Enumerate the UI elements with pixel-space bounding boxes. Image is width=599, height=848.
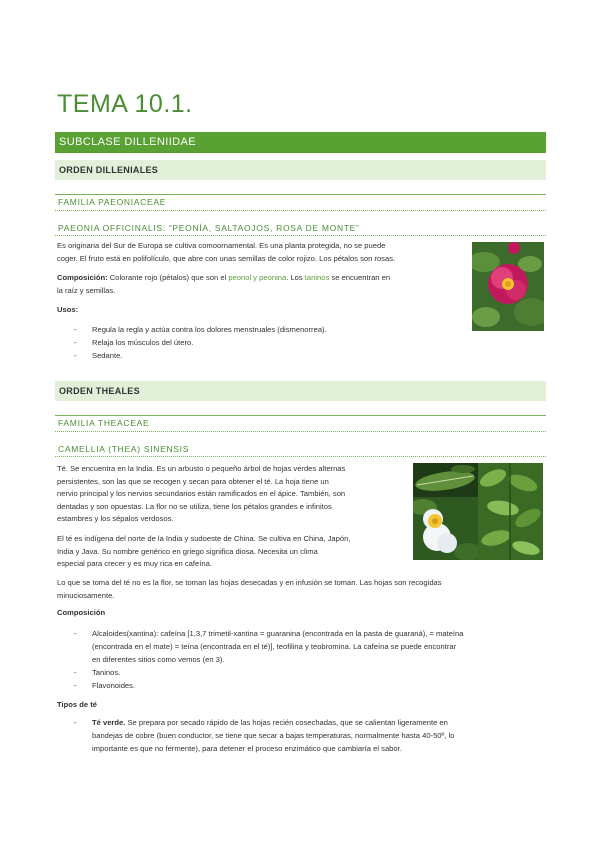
list-item	[74, 716, 546, 755]
family-heading-paeoniaceae: FAMILIA PAEONIACEAE	[58, 197, 167, 207]
green-tea-label: Té verde.	[92, 718, 126, 727]
tea-leaf-image	[413, 463, 478, 497]
text-line: estambres y los sépalos verdosos.	[57, 514, 174, 523]
text-line: India y Java. Su nombre genérico en griego significa diosa. Necesita un clima	[57, 546, 318, 556]
text-line: Lo que se toma del té no es la flor, se toman las hojas desecadas y en infusión se toman. Las hojas son recogidas	[57, 578, 442, 587]
camellia-origin	[57, 533, 407, 571]
paeonia-description	[57, 240, 467, 265]
text-line: - Alcaloides(xantina): cafeína [1,3,7 trimetil-xantina = guaranina (encontrada en la pasta de guaraná), = mateína	[92, 629, 464, 638]
text-line: bandejas de cobre (buen conductor, se tiene que secar a bajas temperaturas, normalmente hasta 40-50º, lo	[92, 731, 455, 740]
species-heading-camellia: CAMELLIA (THEA) SINENSIS	[58, 444, 190, 454]
list-item: - Regula la regla y actúa contra los dolores menstruales (dismenorrea).	[74, 323, 327, 336]
uses-label: Usos:	[57, 305, 79, 314]
text-line: minuciosamente.	[57, 590, 115, 600]
species-rule	[55, 235, 546, 236]
page-title: TEMA 10.1.	[57, 90, 193, 118]
family-top-rule	[55, 415, 546, 416]
family-bottom-rule	[55, 431, 546, 432]
composition-text: Colorante rojo (pétalos) que son el	[107, 273, 229, 282]
tea-leaf-photo	[413, 463, 478, 497]
text-line: en diferentes sitios como vemos (en 3).	[92, 655, 225, 664]
text-line: especial para crecer y es muy rica en cafeína.	[57, 559, 212, 568]
family-heading-theaceae: FAMILIA THEACEAE	[58, 418, 150, 428]
composition-line: la raíz y semillas.	[57, 285, 116, 295]
order-heading-theales: ORDEN THEALES	[55, 381, 546, 401]
peony-image	[472, 242, 544, 331]
list-item: - Taninos.	[74, 666, 546, 679]
text-line: Té. Se encuentra en la India. Es un arbusto o pequeño árbol de hojas verdes alternas	[57, 464, 346, 473]
text-line: Se prepara por secado rápido de las hojas recién cosechadas, que se calientan ligeramente en	[125, 718, 448, 727]
order-heading-dilleniales: ORDEN DILLENIALES	[55, 160, 546, 180]
tea-flower-image	[413, 497, 478, 560]
list-item	[74, 627, 546, 666]
subclass-heading: SUBCLASE DILLENIIDAE	[55, 132, 546, 153]
camellia-description	[57, 463, 407, 526]
family-top-rule	[55, 194, 546, 195]
tea-types-label: Tipos de té	[57, 700, 97, 709]
taninos-link: taninos	[304, 273, 330, 282]
composition-list	[74, 627, 546, 692]
species-rule	[55, 456, 546, 457]
paeonia-desc-line: coger. El fruto está en polifolículo, que abre con unas semillas de color rojizo. Los pétalos son rosas.	[57, 253, 396, 263]
list-item: - Sedante.	[74, 349, 327, 362]
tea-types-list	[74, 716, 546, 755]
text-line: dentadas y son opuestas. La flor no se utiliza, tiene los pétalos grandes e infinitos	[57, 501, 332, 511]
composition-text: se encuentran en	[329, 273, 391, 282]
text-line: nervio principal y los nervios secundarios están ramificados en el ápice. También, son	[57, 489, 346, 498]
composition-label: Composición:	[57, 273, 108, 282]
tea-plant-image	[478, 463, 543, 560]
species-heading-paeonia: PAEONIA OFFICINALIS: “PEONÍA, SALTAOJOS, ROSA DE MONTE”	[58, 223, 360, 233]
family-bottom-rule	[55, 210, 546, 211]
paeonia-composition	[57, 272, 467, 297]
camellia-usage	[57, 577, 547, 602]
text-line: (encontrada en el mate) = teína (encontrada en el té)], teofilina y teobromina. La cafeína se puede encontrar	[92, 642, 457, 651]
list-item: - Relaja los músculos del útero.	[74, 336, 327, 349]
camellia-composition-label: Composición	[57, 608, 106, 617]
tea-plant-photo	[478, 463, 543, 560]
tea-flower-photo	[413, 497, 478, 560]
peonol-link: peonol y peonina	[228, 273, 287, 282]
text-line: importante es que no fermente), para detener el proceso enzimático que cambiaría el sabor.	[92, 744, 402, 753]
paeonia-desc-line: Es originaria del Sur de Europa se cultiva comoornamental. Es una planta protegida, no se puede	[57, 241, 386, 250]
composition-text: . Los	[286, 273, 305, 282]
peony-photo	[472, 242, 544, 331]
text-line: persistentes, son las que se recogen y secan para obtener el té. La hoja tiene un	[57, 476, 329, 486]
list-item: - Flavonoides.	[74, 679, 546, 692]
uses-list	[74, 323, 327, 362]
text-line: El té es indígena del norte de la India y sudoeste de China. Se cultiva en China, Japón,	[57, 534, 351, 543]
